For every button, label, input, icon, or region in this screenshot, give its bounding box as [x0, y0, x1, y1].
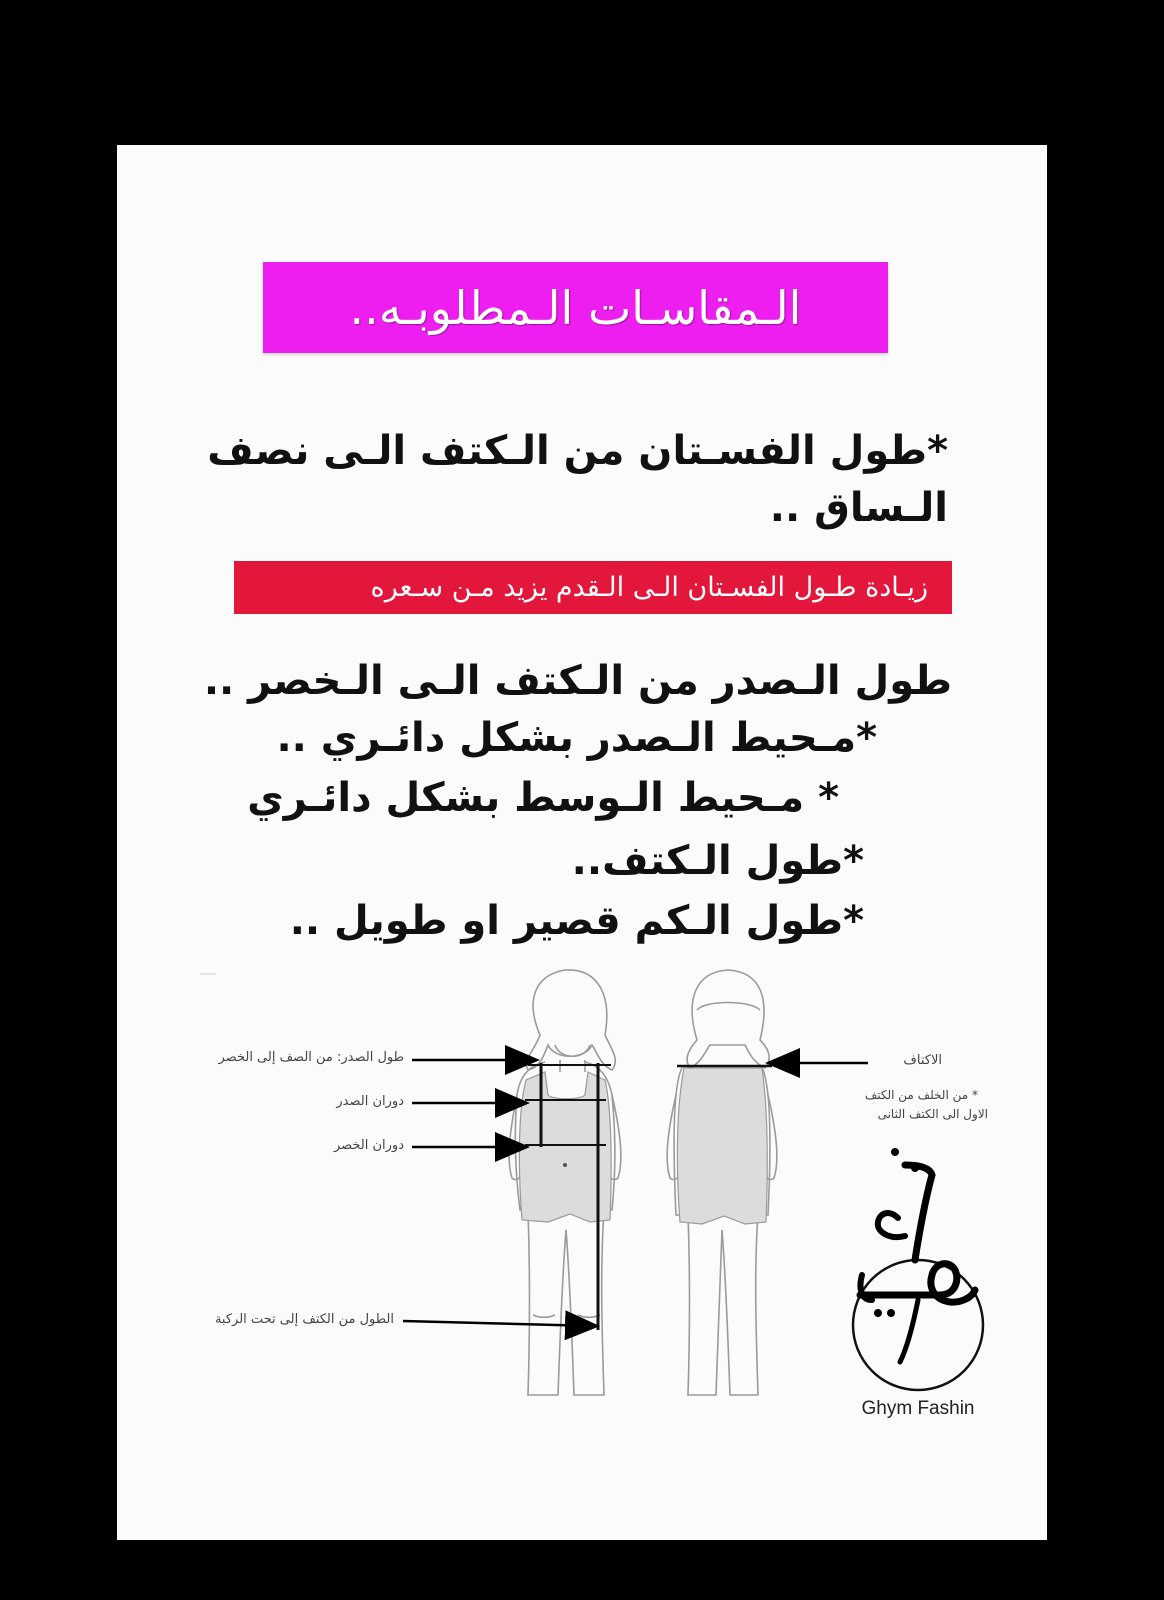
page-title: الـمقاسـات الـمطلوبـه..: [349, 280, 802, 335]
label-chest-around: دوران الصدر: [336, 1094, 404, 1109]
chest-circumference-line: *مـحيط الـصدر بشكل دائـري ..: [276, 715, 877, 761]
price-note: زيـادة طـول الفسـتان الـى الـقدم يزيد مـن سـعره: [370, 572, 928, 603]
dress-length-line-2: الـساق ..: [769, 485, 948, 531]
label-full-length: الطول من الكتف إلى تحت الركبة: [214, 1312, 394, 1327]
waist-circumference-line: * مـحيط الـوسط بشكل دائـري: [247, 775, 839, 821]
shoulder-length-line: *طول الـكتف..: [571, 838, 864, 884]
dress-length-line-1: *طول الفسـتان من الـكتف الـى نصف: [207, 428, 948, 474]
label-chest-length: طول الصدر: من الصف إلى الخصر: [218, 1050, 404, 1065]
brand-logo: [853, 1148, 983, 1390]
sleeve-length-line: *طول الـكم قصير او طويل ..: [289, 898, 864, 944]
label-shoulders: الاكتاف: [903, 1053, 942, 1068]
label-shoulders-note-1: * من الخلف من الكتف: [864, 1088, 978, 1102]
brand-name: Ghym Fashin: [861, 1398, 975, 1419]
label-waist-around: دوران الخصر: [333, 1138, 404, 1153]
label-shoulders-note-2: الاول الى الكتف الثانى: [877, 1107, 988, 1121]
chest-length-line: طول الـصدر من الـكتف الـى الـخصر ..: [203, 658, 952, 704]
